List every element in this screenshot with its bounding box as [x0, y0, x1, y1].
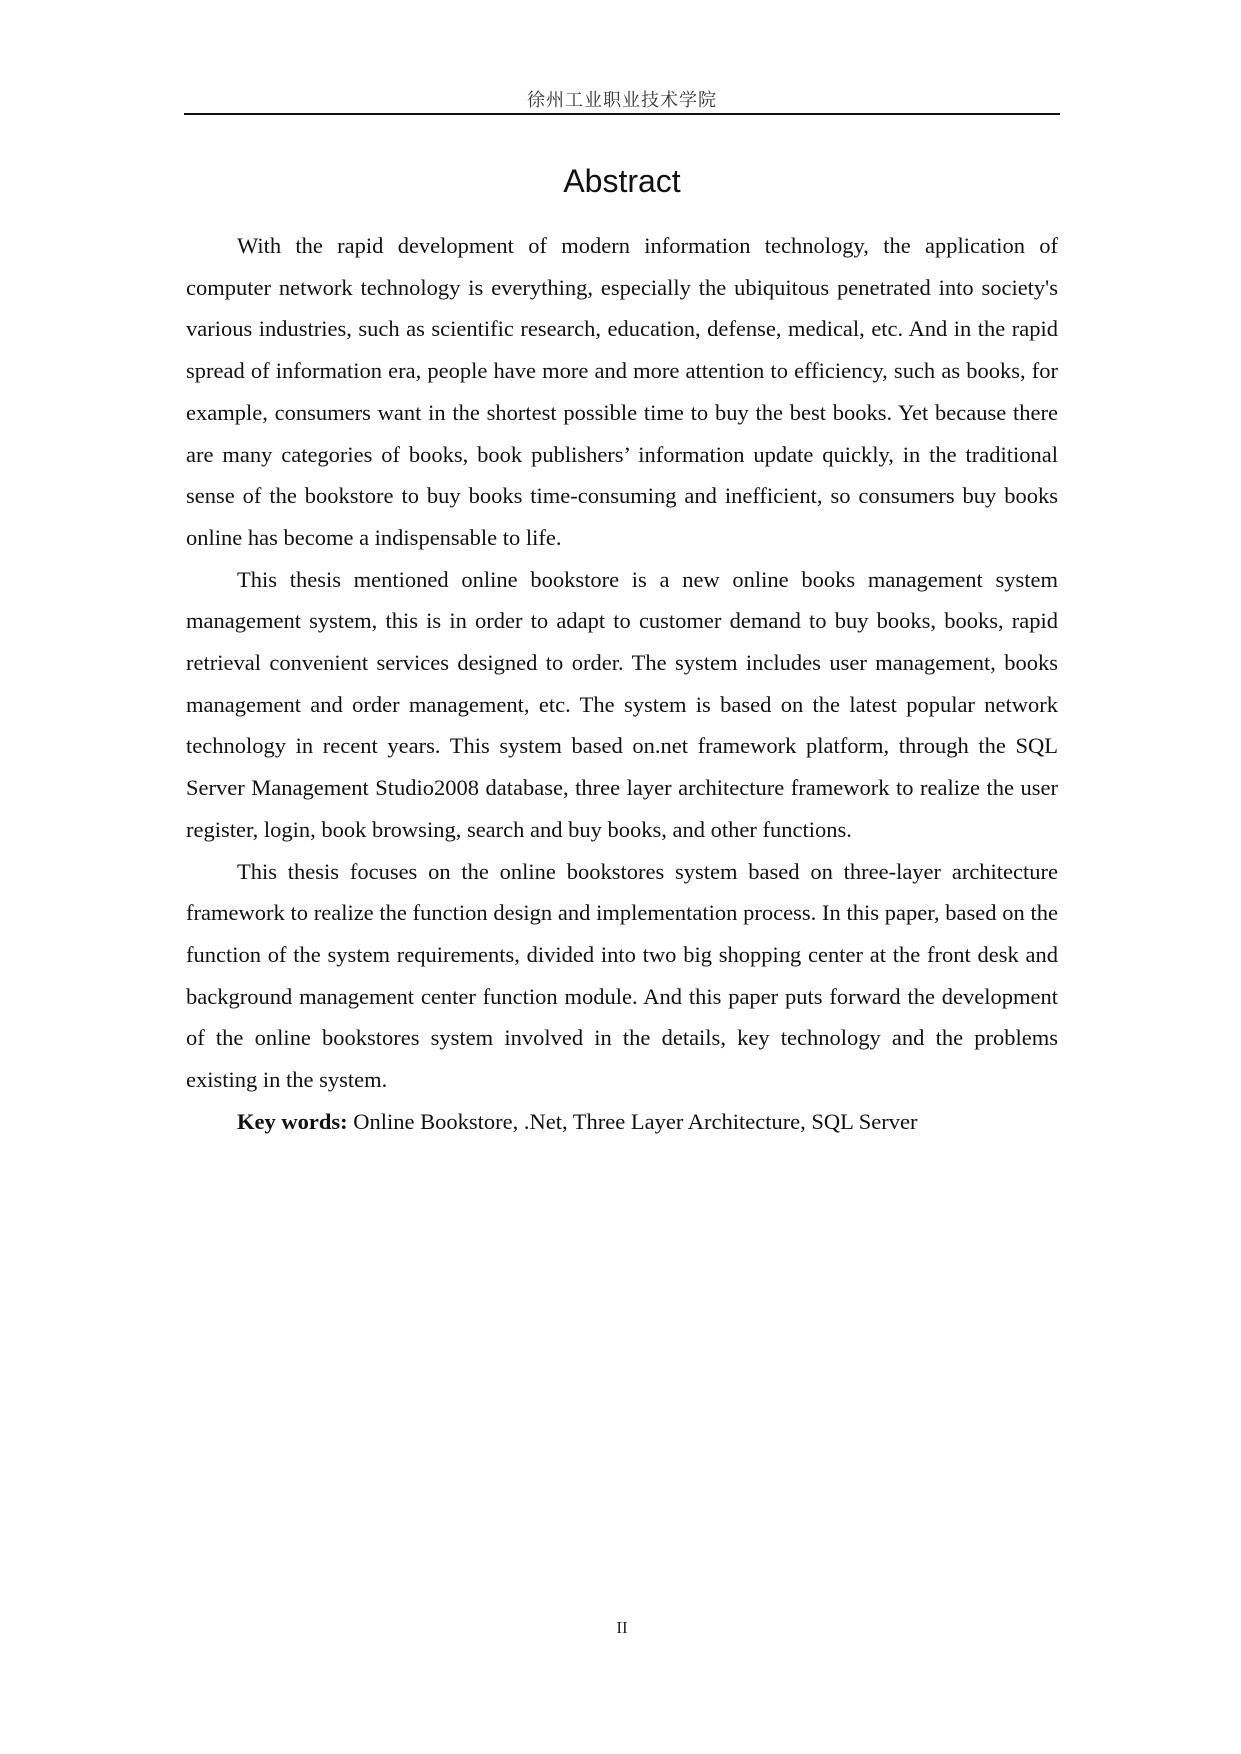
abstract-paragraph-2: This thesis mentioned online bookstore is a new online books management system management system, this is in order to adapt to customer demand to buy books, books, rapid retrieval convenient services designed to order. The system includes user management, books management and order management, etc. The system is based on the latest popular network technology in recent years. This system based on.net framework platform, through the SQL Server Management Studio2008 database, three layer architecture framework to realize the user register, login, book browsing, search and buy books, and other functions.	[186, 566, 1058, 842]
abstract-title: Abstract	[563, 163, 681, 199]
keywords-text: Online Bookstore, .Net, Three Layer Architecture, SQL Server	[347, 1108, 918, 1134]
keywords-label: Key words:	[237, 1108, 348, 1134]
abstract-paragraph-1: With the rapid development of modern information technology, the application of computer network technology is everything, especially the ubiquitous penetrated into society's various industries, such as scientific research, education, defense, medical, etc. And in the rapid spread of information era, people have more and more attention to efficiency, such as books, for example, consumers want in the shortest possible time to buy the best books. Yet because there are many categories of books, book publishers’ information update quickly, in the traditional sense of the bookstore to buy books time-consuming and inefficient, so consumers buy books online has become a indispensable to life.	[186, 233, 1058, 550]
keywords-line	[186, 1101, 1058, 1143]
running-header: 徐州工业职业技术学院	[527, 90, 717, 111]
abstract-body	[186, 225, 1058, 1142]
page-number: II	[616, 1618, 628, 1637]
header-rule	[184, 113, 1060, 115]
abstract-paragraph-3: This thesis focuses on the online bookstores system based on three-layer architecture framework to realize the function design and implementation process. In this paper, based on the function of the system requirements, divided into two big shopping center at the front desk and background management center function module. And this paper puts forward the development of the online bookstores system involved in the details, key technology and the problems existing in the system.	[186, 858, 1058, 1093]
